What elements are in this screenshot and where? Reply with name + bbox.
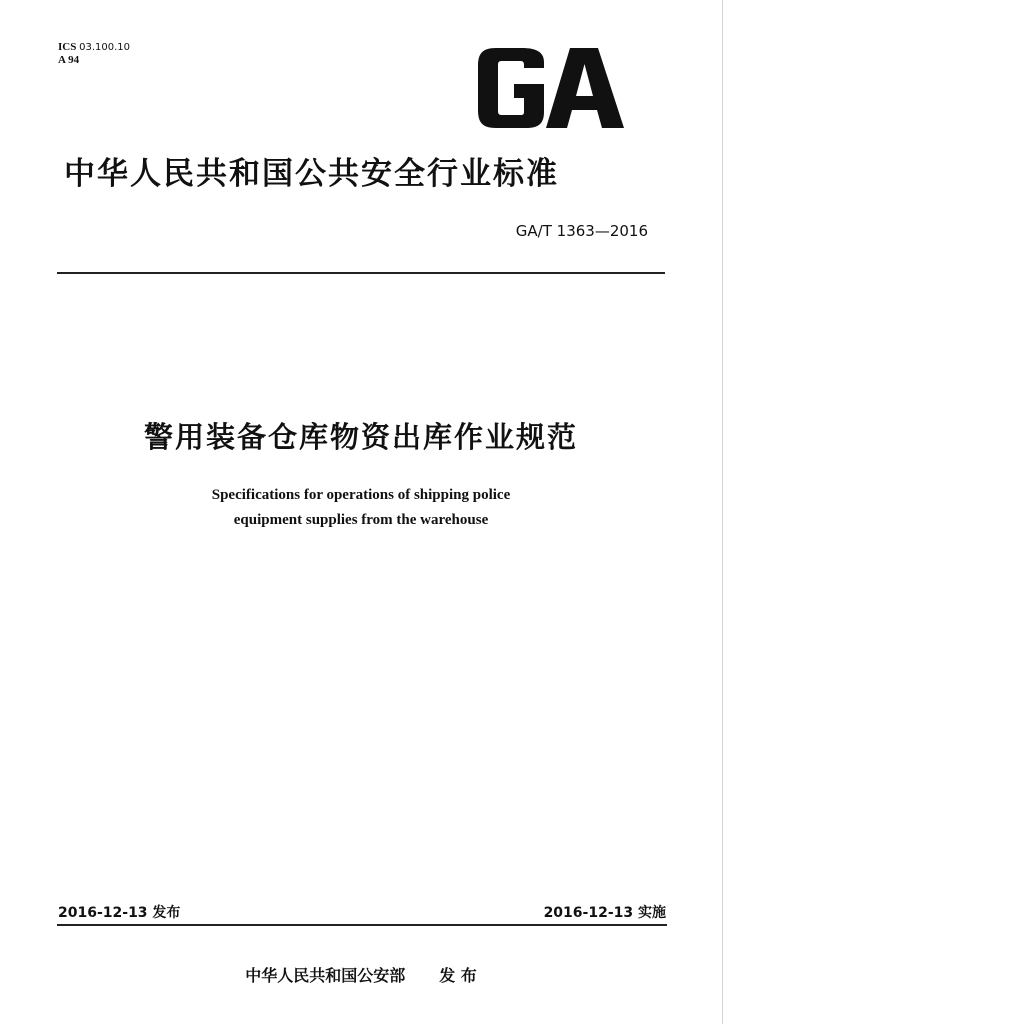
class-code: A 94 [58, 54, 80, 66]
logo-letter-a [546, 48, 624, 128]
ics-label: ICS [58, 41, 77, 53]
title-en-line-2: equipment supplies from the warehouse [233, 512, 489, 528]
top-divider [57, 272, 665, 274]
standard-number: GA/T 1363—2016 [515, 222, 648, 240]
ics-code [58, 41, 130, 54]
ga-logo [474, 48, 626, 128]
publisher-name: 中华人民共和国公安部 [245, 966, 406, 985]
publish-action: 发 布 [439, 966, 477, 985]
document-title-en [0, 483, 722, 533]
ics-number: 03.100.10 [79, 42, 130, 53]
logo-text: GA [474, 48, 476, 49]
implementation-date: 2016-12-13 实施 [543, 905, 666, 921]
blank-area [723, 0, 1023, 1024]
bottom-divider [57, 924, 667, 926]
issue-date: 2016-12-13 发布 [58, 905, 181, 921]
standard-category-title: 中华人民共和国公共安全行业标准 [64, 156, 559, 192]
document-title-zh: 警用装备仓库物资出库作业规范 [143, 420, 578, 454]
classification-codes [58, 41, 130, 67]
logo-letter-g [478, 48, 544, 128]
publisher-line [0, 963, 722, 986]
title-en-line-1: Specifications for operations of shipping police [211, 487, 511, 503]
